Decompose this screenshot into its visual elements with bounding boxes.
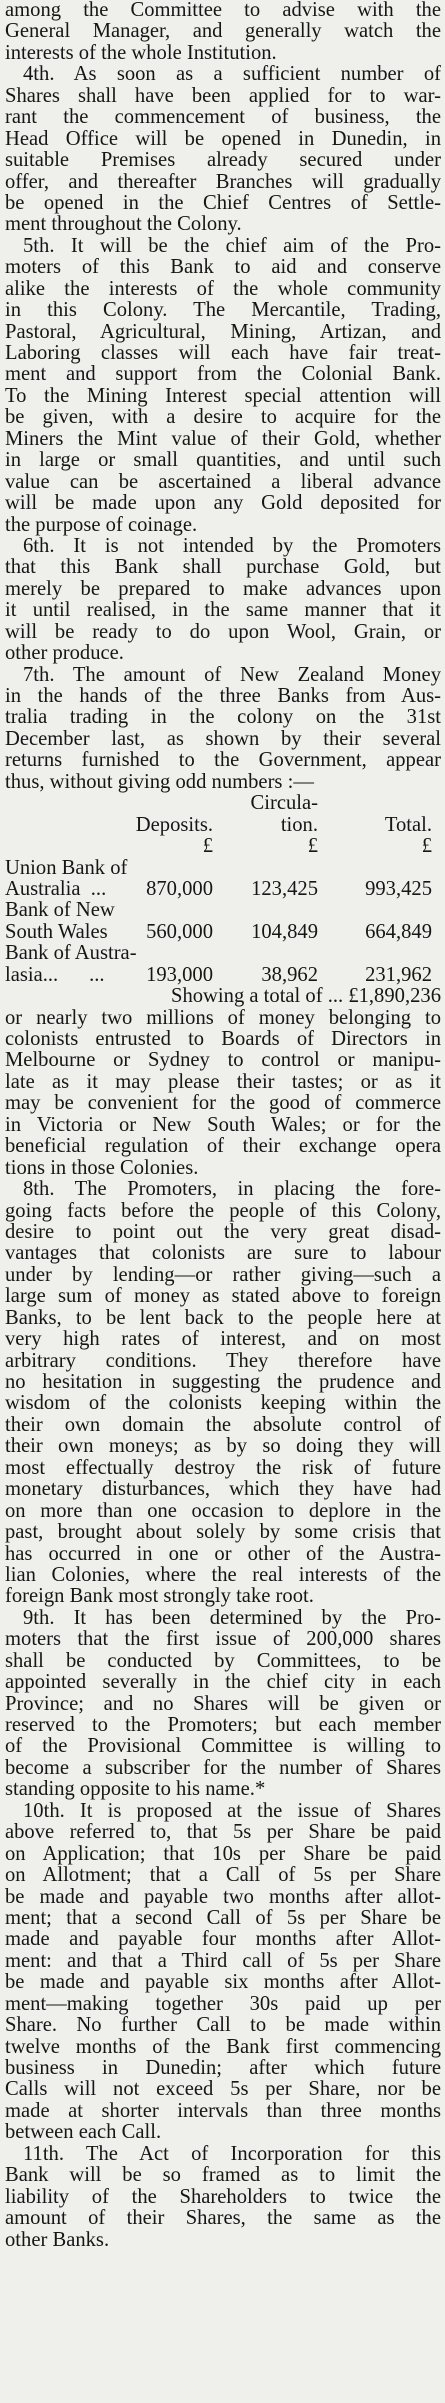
text-line: may be convenient for the good of commerce bbox=[5, 1093, 441, 1115]
text-line: on Allotment; that a Call of 5s per Share bbox=[5, 1865, 441, 1887]
text-line: made at shorter intervals than three months bbox=[5, 2100, 441, 2122]
text-line: be made and payable two months after allot- bbox=[5, 1886, 441, 1908]
text-line: Shares shall have been applied for to war- bbox=[5, 85, 441, 107]
text-line: 5th. It will be the chief aim of the Pro- bbox=[23, 235, 441, 257]
deposits-value: 870,000 bbox=[146, 877, 213, 900]
bank-money-table bbox=[5, 793, 441, 1007]
text-line: Province; and no Shares will be given or bbox=[5, 1693, 441, 1715]
text-line: has occurred in one or other of the Austra- bbox=[5, 1543, 441, 1565]
total-value: 993,425 bbox=[365, 877, 432, 900]
text-line: wisdom of the colonists keeping within the bbox=[5, 1393, 441, 1415]
text-line: foreign Bank most strongly take root. bbox=[5, 1586, 314, 1608]
table-header-cell: Deposits. bbox=[135, 813, 213, 836]
bank-name: Union Bank of bbox=[5, 856, 128, 879]
text-line: standing opposite to his name.* bbox=[5, 1779, 266, 1801]
text-line: Head Office will be opened in Dunedin, in bbox=[5, 128, 441, 150]
paragraph-8th bbox=[5, 1179, 441, 1608]
paragraph-9th bbox=[5, 1608, 441, 1801]
text-line: other Banks. bbox=[5, 2229, 110, 2251]
text-line: 8th. The Promoters, in placing the fore- bbox=[23, 1179, 441, 1201]
text-line: ment; that a second Call of 5s per Share be bbox=[5, 1907, 441, 1929]
text-line: 11th. The Act of Incorporation for this bbox=[23, 2143, 441, 2165]
deposits-value: 560,000 bbox=[146, 920, 213, 943]
paragraph-after-table bbox=[5, 1008, 441, 1180]
table-header-cell: £ bbox=[202, 835, 213, 858]
text-line: most effectually destroy the risk of future bbox=[5, 1457, 441, 1479]
text-line: moters of this Bank to aid and conserve bbox=[5, 257, 441, 279]
text-line: desire to point out the very great disad- bbox=[5, 1221, 441, 1243]
text-line: made and payable four months after Allot- bbox=[5, 1929, 441, 1951]
text-line: reserved to the Promoters; but each member bbox=[5, 1715, 441, 1736]
text-line: large sum of money as stated above to foreign bbox=[5, 1286, 441, 1308]
text-line: 6th. It is not intended by the Promoters bbox=[23, 535, 441, 557]
text-line: that this Bank shall purchase Gold, but bbox=[5, 557, 441, 579]
text-line: Calls will not exceed 5s per Share, nor be bbox=[5, 2079, 441, 2101]
text-line: suitable Premises already secured under bbox=[5, 150, 441, 172]
text-line: of the Provisional Committee is willing to bbox=[5, 1736, 441, 1758]
text-line: 9th. It has been determined by the Pro- bbox=[23, 1607, 441, 1629]
text-line: in the hands of the three Banks from Aus- bbox=[5, 686, 441, 707]
circulation-value: 38,962 bbox=[261, 963, 318, 986]
text-line: will be made upon any Gold deposited for bbox=[5, 493, 441, 515]
text-line: the purpose of coinage. bbox=[5, 514, 198, 536]
text-line: thus, without giving odd numbers :— bbox=[5, 771, 314, 793]
text-line: late as it may please their tastes; or as it bbox=[5, 1071, 441, 1093]
text-line: To the Mining Interest special attention will bbox=[5, 385, 441, 407]
text-line: General Manager, and generally watch the bbox=[5, 21, 441, 43]
article-text bbox=[5, 0, 441, 2251]
text-line: very high rates of interest, and on most bbox=[5, 1329, 441, 1351]
text-line: tions in those Colonies. bbox=[5, 1157, 199, 1179]
text-line: beneficial regulation of their exchange opera bbox=[5, 1136, 441, 1158]
text-line: on more than one occasion to deplore in the bbox=[5, 1500, 441, 1522]
text-line: their own domain the absolute control of bbox=[5, 1414, 441, 1436]
text-line: Banks, to be lent back to the people here at bbox=[5, 1307, 441, 1329]
text-line: be made and payable six months after Allot- bbox=[5, 1972, 441, 1994]
text-line: among the Committee to advise with the bbox=[5, 0, 441, 21]
text-line: Pastoral, Agricultural, Mining, Artizan, and bbox=[5, 321, 441, 343]
text-line: it until realised, in the same manner that it bbox=[5, 600, 441, 622]
table-header-cell: Total. bbox=[384, 813, 432, 836]
table-header-cell: £ bbox=[421, 835, 432, 858]
text-line: appointed severally in the chief city in each bbox=[5, 1672, 441, 1694]
text-line: Bank will be so framed as to limit the bbox=[5, 2165, 441, 2187]
circulation-value: 104,849 bbox=[251, 920, 318, 943]
text-line: be opened in the Chief Centres of Settle- bbox=[5, 192, 441, 214]
paragraph-7th bbox=[5, 665, 441, 794]
text-line: rant the commencement of business, the bbox=[5, 107, 441, 129]
text-line: lian Colonies, where the real interests of the bbox=[5, 1564, 441, 1586]
table-header bbox=[5, 815, 441, 836]
text-line: other produce. bbox=[5, 643, 124, 665]
circulation-value: 123,425 bbox=[251, 877, 318, 900]
text-line: under by lending—or rather giving—such a bbox=[5, 1264, 441, 1286]
paragraph-4th bbox=[5, 64, 441, 236]
text-line: amount of their Shares, the same as the bbox=[5, 2208, 441, 2230]
table-header-cell: £ bbox=[307, 835, 318, 858]
text-line: going facts before the people of this Colony, bbox=[5, 1200, 441, 1222]
paragraph-10th bbox=[5, 1801, 441, 2144]
text-line: in Victoria or New South Wales; or for the bbox=[5, 1114, 441, 1136]
text-line: shall be conducted by Committees, to be bbox=[5, 1650, 441, 1672]
text-line: vantages that colonists are sure to labour bbox=[5, 1243, 441, 1265]
text-line: twelve months of the Bank first commencing bbox=[5, 2036, 441, 2058]
text-line: interests of the whole Institution. bbox=[5, 42, 277, 64]
text-line: liability of the Shareholders to twice the bbox=[5, 2186, 441, 2208]
text-line: or nearly two millions of money belonging to bbox=[5, 1007, 441, 1029]
table-header-cell: tion. bbox=[280, 813, 318, 836]
text-line: 10th. It is proposed at the issue of Shares bbox=[23, 1800, 441, 1822]
text-line: in this Colony. The Mercantile, Trading, bbox=[5, 300, 441, 322]
paragraph-5th bbox=[5, 236, 441, 536]
text-line: moters that the first issue of 200,000 shares bbox=[5, 1629, 441, 1651]
text-line: Miners the Mint value of their Gold, whether bbox=[5, 428, 441, 450]
paragraph-6th bbox=[5, 536, 441, 665]
bank-name: Bank of New bbox=[5, 899, 115, 922]
text-line: merely be prepared to make advances upon bbox=[5, 578, 441, 600]
text-line: ment: and that a Third call of 5s per Share bbox=[5, 1950, 441, 1972]
text-line: become a subscriber for the number of Shares bbox=[5, 1757, 441, 1779]
bank-name: Bank of Austra- bbox=[5, 942, 137, 965]
text-line: Melbourne or Sydney to control or manipu- bbox=[5, 1050, 441, 1072]
text-line: business in Dunedin; after which future bbox=[5, 2058, 441, 2079]
text-line: no hesitation in suggesting the prudence and bbox=[5, 1372, 441, 1393]
grand-total-line: Showing a total of ... £1,890,236 bbox=[171, 986, 441, 1008]
table-row bbox=[5, 900, 441, 943]
bank-name: South Wales bbox=[5, 920, 108, 943]
text-line: above referred to, that 5s per Share be paid bbox=[5, 1822, 441, 1844]
total-value: 664,849 bbox=[365, 920, 432, 943]
text-line: returns furnished to the Government, appear bbox=[5, 750, 441, 772]
text-line: tralia trading in the colony on the 31st bbox=[5, 707, 441, 729]
text-line: Laboring classes will each have fair treat- bbox=[5, 343, 441, 364]
table-row bbox=[5, 943, 441, 986]
table-header-cell bbox=[318, 793, 432, 814]
text-line: ment throughout the Colony. bbox=[5, 214, 242, 236]
table-currency-row bbox=[5, 836, 441, 857]
text-line: monetary disturbances, which they have had bbox=[5, 1479, 441, 1501]
text-line: be given, with a desire to acquire for the bbox=[5, 407, 441, 429]
text-line: in large or small quantities, and until such bbox=[5, 450, 441, 472]
text-line: December last, as shown by their several bbox=[5, 728, 441, 750]
deposits-value: 193,000 bbox=[146, 963, 213, 986]
table-header-cell bbox=[129, 793, 213, 814]
text-line: Share. No further Call to be made within bbox=[5, 2015, 441, 2037]
text-line: past, brought about solely by some crisis that bbox=[5, 1522, 441, 1544]
text-line: arbitrary conditions. They therefore have bbox=[5, 1350, 441, 1372]
text-line: their own moneys; as by so doing they will bbox=[5, 1436, 441, 1458]
text-line: ment and support from the Colonial Bank. bbox=[5, 364, 441, 386]
text-line: value can be ascertained a liberal advance bbox=[5, 471, 441, 493]
text-line: 4th. As soon as a sufficient number of bbox=[23, 64, 441, 86]
table-header-cell: Circula- bbox=[250, 792, 318, 815]
text-line: between each Call. bbox=[5, 2122, 162, 2144]
text-line: alike the interests of the whole community bbox=[5, 278, 441, 300]
bank-name: Australia ... bbox=[5, 877, 107, 900]
bank-name: lasia... ... bbox=[5, 963, 105, 986]
text-line: 7th. The amount of New Zealand Money bbox=[23, 664, 441, 686]
text-line: offer, and thereafter Branches will gradually bbox=[5, 171, 441, 193]
text-line: colonists entrusted to Boards of Directors in bbox=[5, 1029, 441, 1050]
table-header-top bbox=[5, 793, 441, 814]
text-line: on Application; that 10s per Share be paid bbox=[5, 1843, 441, 1865]
text-line: ment—making together 30s paid up per bbox=[5, 1993, 441, 2015]
paragraph-intro bbox=[5, 0, 441, 64]
table-row bbox=[5, 858, 441, 901]
total-value: 231,962 bbox=[365, 963, 432, 986]
text-line: will be ready to do upon Wool, Grain, or bbox=[5, 621, 441, 643]
paragraph-11th bbox=[5, 2144, 441, 2251]
